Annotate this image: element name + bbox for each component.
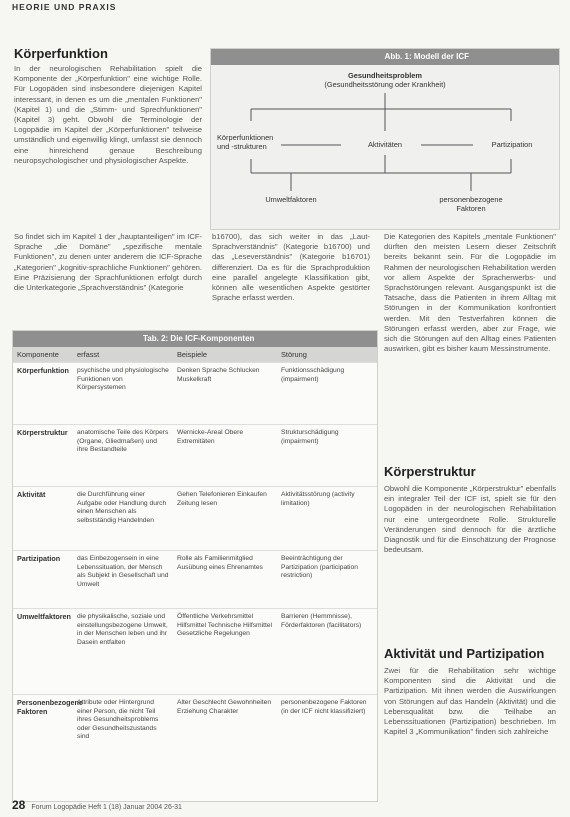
table-cell: Aktivitätsstörung (activity limitation) [277,487,377,551]
paragraph-text: In der neurologischen Rehabilitation spielt die Komponente der „Körperfunktion" eine wichtige Rolle. Für Logopäden sind insbesondere diejenigen Kapitel interessant, in denen es um die „mentalen Funktionen" (Kapitel 1) und die „Stimm- und Sprechfunktionen" (Kapitel 3) geht. Obwohl die Terminologie der Logopädie im Kapitel der „Körperfunktionen" teilweise umständlich und eigenwillig klingt, umfasst sie dennoch eine hinreichend genaue Beschreibung neuropsychologischer und physiologischer Aspekte. [14,64,202,165]
table-row [13,363,377,425]
column-header: Komponente [13,347,73,363]
figure-participation: Partizipation [491,140,533,149]
paragraph-col3c [384,666,556,796]
section-header: HEORIE UND PRAXIS [12,2,117,12]
table-cell: Barrieren (Hemmnisse), Förderfaktoren (facilitators) [277,609,377,695]
table-row [13,425,377,487]
figure-activity: Aktivitäten [367,140,403,149]
paragraph-text: b16700), das sich weiter in das „Laut-Sprachverständnis" (Kategorie b16700) und das „Leseverständnis" (Kategorie b16701) differenziert. Da es für die Sprachproduktion eine parallel angelegte Klassifikation gibt, können alle wesentlichen Aspekte gestörter Sprache erfasst werden. [212,232,370,303]
page-number: 28 [12,798,26,812]
table-cell: Körperstruktur [13,425,73,487]
column-header: Störung [277,347,377,363]
table-row [13,695,377,785]
figure-personal: personenbezogene Faktoren [439,195,503,213]
table-cell: Körperfunktion [13,363,73,425]
table-title-bar [13,331,377,347]
table-cell: das Einbezogensein in eine Lebenssituation, der Mensch als Subjekt in Gesellschaft und Umwelt [73,551,173,609]
paragraph-text: Zwei für die Rehabilitation sehr wichtige Komponenten sind die Aktivität und die Partizipation. Mit ihnen werden die Auswirkungen von Störungen auf das Handeln (Aktivität) und die Lebensqualität bzw. die Teilhabe an Lebenssituationen (Partizipation) beschrieben. Im Kapitel 3 „Kommunikation" finden sich zahlreiche [384,666,556,737]
table-cell: Personenbezogene Faktoren [13,695,73,785]
table-cell: Denken Sprache Schlucken Muskelkraft [173,363,277,425]
paragraph-text: Obwohl die Komponente „Körperstruktur" ebenfalls ein integraler Teil der ICF ist, spielt sie für den Logopäden in der neurologischen Rehabilitation nur eine untergeordnete Rolle. Strukturelle Veränderungen sind dennoch für die ärztliche Diagnostik und für die Einschätzung der Prognose bedeutsam. [384,484,556,555]
table-cell: die physikalische, soziale und einstellungsbezogene Umwelt, in der Menschen leben und ihr Dasein entfalten [73,609,173,695]
paragraph-col1 [14,64,202,230]
heading-aktivitaet: Aktivität und Partizipation [384,646,545,661]
table-cell: personenbezogene Faktoren (in der ICF nicht klassifiziert) [277,695,377,785]
paragraph-col3b [384,484,556,624]
table-icf-components [12,330,378,802]
table-cell: Öffentliche Verkehrsmittel Hilfsmittel Technische Hilfsmittel Gesetzliche Regelungen [173,609,277,695]
table-cell: Aktivität [13,487,73,551]
table-row [13,609,377,695]
column-header: Beispiele [173,347,277,363]
table-cell: Gehen Telefonieren Einkaufen Zeitung lesen [173,487,277,551]
figure-health-problem [315,71,455,89]
table-cell: die Durchführung einer Aufgabe oder Handlung durch einen Menschen als selbstständig Handelnden [73,487,173,551]
paragraph-text: Die Kategorien des Kapitels „mentale Funktionen" dürften den meisten Lesern dieser Zeitschrift bereits bekannt sein. Für die Logopädie im Rahmen der neurologischen Rehabilitation werden vor allem Aspekte der Spracherwerbs- und Sprachstörungen relevant. Ausgangspunkt ist die Tatsache, dass die Patienten in ihrem Alltag mit Störungen in der Kommunikation konfrontiert werden. Mit den Testverfahren können die Störungen erfasst werden, aber zur Frage, wie sich die Störungen auf den Alltag eines Patienten auswirken, gibt es bisher kaum Messinstrumente. [384,232,556,354]
column-header: erfasst [73,347,173,363]
paragraph-col3 [384,232,556,458]
paragraph-text: So findet sich im Kapitel 1 der „hauptanteiligen" im ICF-Sprache „die Domäne" „spezifische mentale Funktionen", zu denen unter anderem die ICF-Sprache „Kategorien" „kognitiv-sprachliche Funktionen" gehören. Eine Präzisierung der Sprachfunktionen erfolgt durch die Unterkategorie „Sprachverständnis" (Kategorie [14,232,202,293]
page-footer [12,798,182,812]
table-cell: Attribute oder Hintergrund einer Person, die nicht Teil ihres Gesundheitsproblems oder Gesundheitszustands sind [73,695,173,785]
figure-environment: Umweltfaktoren [265,195,317,204]
table-cell: Partizipation [13,551,73,609]
table-cell: Rolle als Familienmitglied Ausübung eines Ehrenamtes [173,551,277,609]
table-row [13,487,377,551]
table-title: Tab. 2: Die ICF-Komponenten [143,334,255,343]
heading-koerperfunktion: Körperfunktion [14,46,108,61]
paragraph-col2 [212,232,370,324]
table-cell: Umweltfaktoren [13,609,73,695]
table-cell: Beeinträchtigung der Partizipation (participation restriction) [277,551,377,609]
heading-koerperstruktur: Körperstruktur [384,464,476,479]
table-cell: anatomische Teile des Körpers (Organe, Gliedmaßen) und ihre Bestandteile [73,425,173,487]
table-cell: psychische und physiologische Funktionen von Körpersystemen [73,363,173,425]
figure-title: Abb. 1: Modell der ICF [384,52,469,61]
table [13,347,377,785]
figure-icf-model [210,48,560,230]
paragraph-col1b [14,232,202,324]
table-cell: Wernicke-Areal Obere Extremitäten [173,425,277,487]
figure-body: Körperfunktionen und -strukturen [217,133,274,151]
figure-label: (Gesundheitsstörung oder Krankheit) [324,80,446,89]
journal-meta: Forum Logopädie Heft 1 (18) Januar 2004 26-31 [31,804,182,811]
figure-label: Gesundheitsproblem [348,71,422,80]
table-cell: Strukturschädigung (impairment) [277,425,377,487]
table-row [13,551,377,609]
table-header-row [13,347,377,363]
table-cell: Funktionsschädigung (impairment) [277,363,377,425]
table-cell: Alter Geschlecht Gewohnheiten Erziehung Charakter [173,695,277,785]
